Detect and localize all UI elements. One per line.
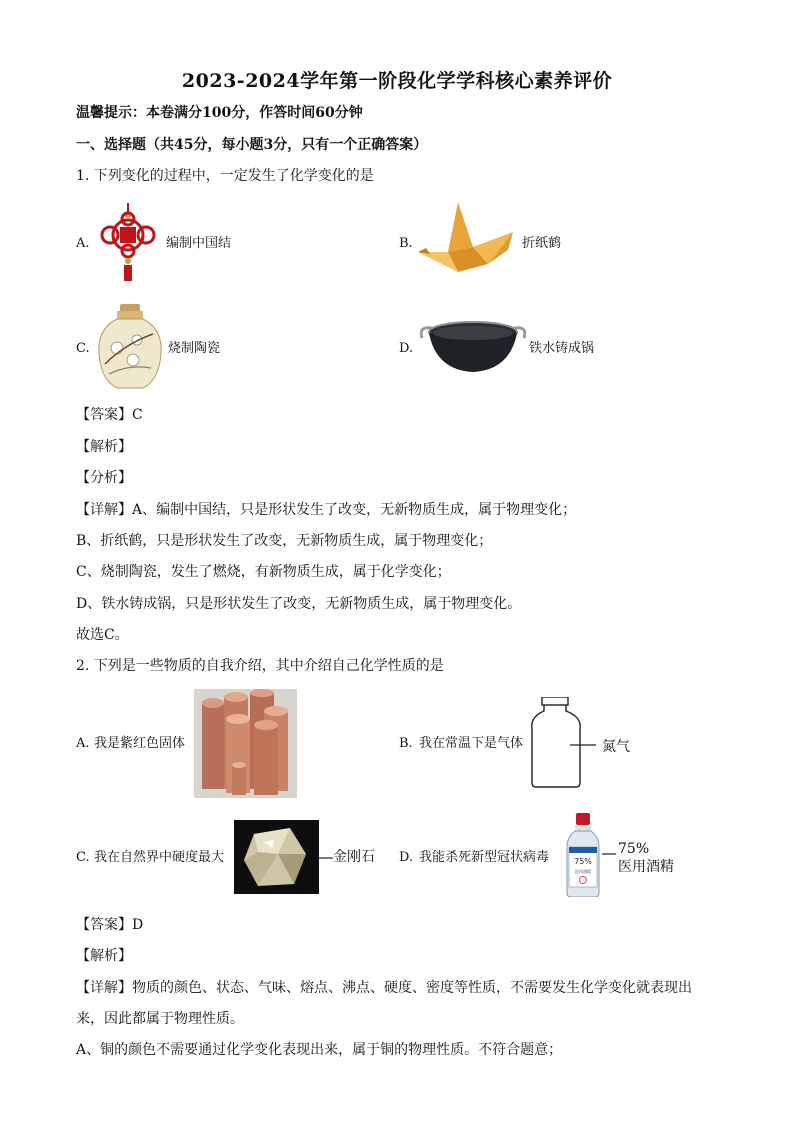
bottle-percent-text: 75%	[574, 857, 592, 866]
alcohol-pointer-line	[602, 852, 616, 856]
q1-option-a-text: 编制中国结	[166, 236, 232, 251]
q1-detail-1: 【详解】A、编制中国结，只是形状发生了改变，无新物质生成，属于物理变化；	[76, 502, 577, 518]
bottle-label-text: 医用酒精	[575, 869, 591, 874]
q2-analysis-label: 【解析】	[76, 948, 132, 964]
q1-detail-3: C、烧制陶瓷，发生了燃烧，有新物质生成，属于化学变化；	[76, 564, 451, 580]
q2-option-d-text: 我能杀死新型冠状病毒	[419, 850, 550, 865]
q2-option-b-text: 我在常温下是气体	[419, 736, 524, 751]
paper-crane-image	[418, 202, 518, 282]
section-heading: 一、选择题（共45分，每小题3分，只有一个正确答案）	[76, 137, 428, 153]
alcohol-bottle-image	[563, 813, 603, 897]
q2-option-c-letter: C.	[76, 850, 90, 865]
q1-option-b-text: 折纸鹤	[522, 236, 562, 251]
q2-option-a-letter: A.	[76, 736, 90, 751]
q2-option-b-letter: B.	[399, 736, 413, 751]
q2-detail-1: 【详解】物质的颜色、状态、气味、熔点、沸点、硬度、密度等性质，不需要发生化学变化就表现出	[76, 980, 692, 996]
alcohol-name-label: 医用酒精	[618, 859, 674, 875]
q1-detail-4: D、铁水铸成锅，只是形状发生了改变，无新物质生成，属于物理变化。	[76, 596, 522, 612]
page-title: 2023-2024学年第一阶段化学学科核心素养评价	[181, 70, 613, 92]
q2-answer: 【答案】D	[76, 917, 144, 933]
q1-stem: 1. 下列变化的过程中，一定发生了化学变化的是	[76, 168, 374, 184]
q1-option-d-letter: D.	[399, 341, 414, 356]
q1-conclusion: 故选C。	[76, 627, 129, 643]
tip-text: 温馨提示：本卷满分100分，作答时间60分钟	[76, 105, 363, 121]
q2-detail-3: A、铜的颜色不需要通过化学变化表现出来，属于铜的物理性质。不符合题意；	[76, 1042, 563, 1058]
q1-analysis-label: 【解析】	[76, 439, 132, 455]
chinese-knot-image	[94, 203, 162, 283]
q1-fenxi-label: 【分析】	[76, 470, 132, 486]
wok-image	[420, 316, 526, 376]
q2-stem: 2. 下列是一些物质的自我介绍，其中介绍自己化学性质的是	[76, 658, 444, 674]
diamond-pointer-line	[319, 856, 333, 860]
copper-rods-image	[194, 689, 297, 798]
q1-option-b-letter: B.	[399, 236, 413, 251]
q1-option-a-letter: A.	[76, 236, 90, 251]
q2-option-c-text: 我在自然界中硬度最大	[94, 850, 225, 865]
alcohol-percent-label: 75%	[618, 841, 650, 857]
q1-answer: 【答案】C	[76, 407, 143, 423]
diamond-image	[234, 820, 319, 894]
q1-option-c-letter: C.	[76, 341, 90, 356]
q1-option-d-text: 铁水铸成锅	[529, 341, 595, 356]
q2-detail-2: 来，因此都属于物理性质。	[76, 1011, 244, 1027]
q1-detail-2: B、折纸鹤，只是形状发生了改变，无新物质生成，属于物理变化；	[76, 533, 493, 549]
diamond-label: 金刚石	[333, 849, 375, 865]
q2-option-d-letter: D.	[399, 850, 414, 865]
nitrogen-label: 氮气	[602, 739, 630, 755]
q1-option-c-text: 烧制陶瓷	[168, 341, 221, 356]
porcelain-jar-image	[95, 304, 165, 390]
q2-option-a-text: 我是紫红色固体	[94, 736, 186, 751]
